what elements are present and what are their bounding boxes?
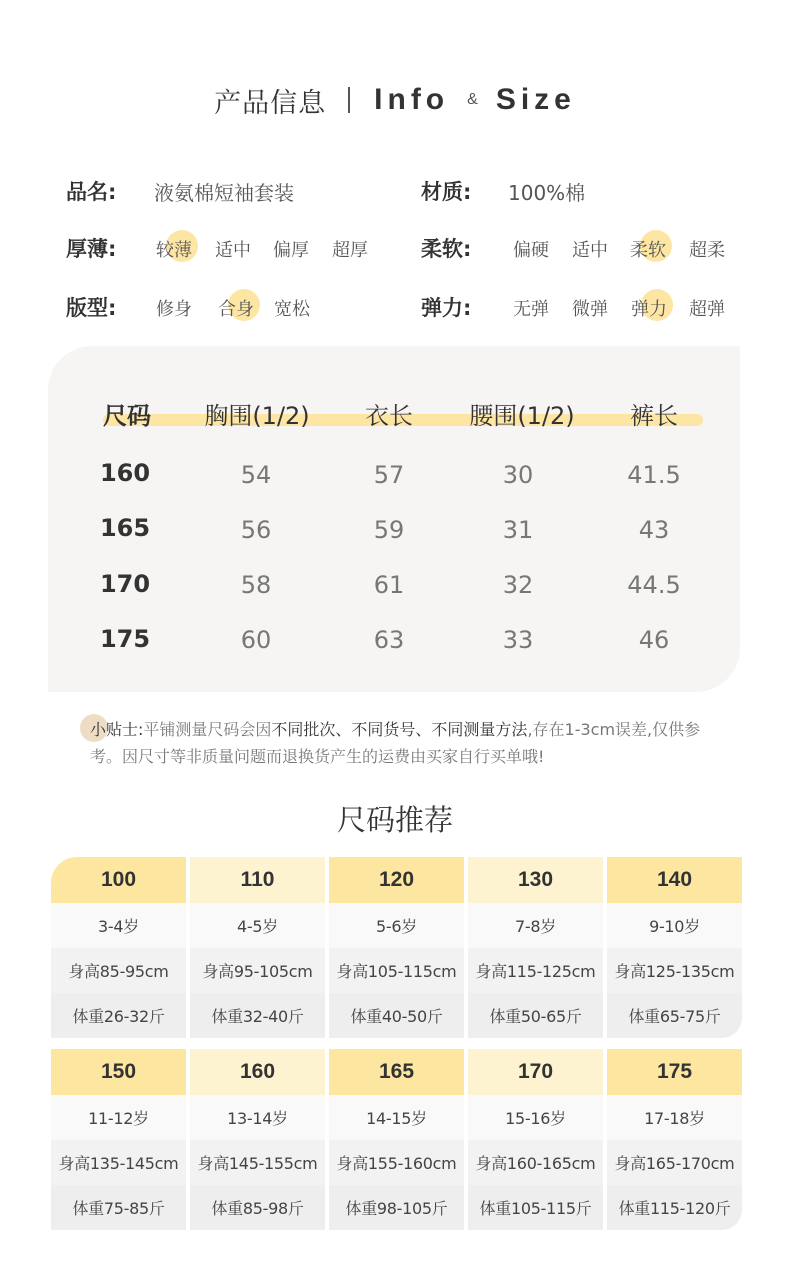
recommend-size: 130	[468, 857, 603, 903]
recommend-weight: 体重40-50斤	[329, 993, 464, 1038]
recommend-age: 3-4岁	[51, 903, 186, 948]
header-title-cn: 产品信息	[214, 87, 327, 119]
recommend-column	[607, 1049, 742, 1230]
softness-label: 柔软:	[421, 237, 472, 261]
recommend-size: 140	[607, 857, 742, 903]
size-table-cell: 61	[373, 571, 405, 599]
size-table-cell: 175	[99, 625, 151, 653]
tip-text-2: ,存在1-3cm误差,仅供参考。因尺寸等非质量问题而退换货产生的运费由买家自行买单哦!	[90, 720, 701, 766]
info-row-name-material	[0, 170, 790, 210]
recommend-height: 身高125-135cm	[607, 948, 742, 993]
size-table-cell: 41.5	[627, 461, 681, 489]
recommend-age: 14-15岁	[329, 1095, 464, 1140]
fit-label: 版型:	[66, 296, 117, 320]
thickness-label: 厚薄:	[66, 237, 117, 261]
recommend-age: 7-8岁	[468, 903, 603, 948]
recommend-column	[190, 857, 325, 1038]
size-table-cell: 30	[502, 461, 534, 489]
recommend-size: 100	[51, 857, 186, 903]
header-divider	[348, 87, 350, 113]
fit-option-selected: 合身	[218, 295, 254, 321]
recommend-age: 13-14岁	[190, 1095, 325, 1140]
recommend-weight: 体重98-105斤	[329, 1185, 464, 1230]
fit-option: 修身	[156, 299, 192, 320]
recommend-size: 175	[607, 1049, 742, 1095]
recommend-height: 身高115-125cm	[468, 948, 603, 993]
tip-paragraph	[90, 716, 720, 770]
recommend-height: 身高145-155cm	[190, 1140, 325, 1185]
recommend-height: 身高105-115cm	[329, 948, 464, 993]
recommend-grid-2	[51, 1049, 742, 1230]
elastic-option-selected: 弹力	[631, 295, 667, 321]
recommend-height: 身高85-95cm	[51, 948, 186, 993]
recommend-grid-1	[51, 857, 742, 1038]
recommend-column	[607, 857, 742, 1038]
size-table-cell: 43	[638, 516, 670, 544]
size-table-cell: 58	[240, 571, 272, 599]
header-title-info: Info	[374, 83, 450, 116]
size-table-header-pants-length: 裤长	[630, 402, 678, 430]
recommend-column	[329, 857, 464, 1038]
size-table-cell: 63	[373, 626, 405, 654]
tip-text-emphasis: 不同批次、不同货号、不同测量方法	[271, 720, 528, 739]
recommend-column	[51, 857, 186, 1038]
recommend-height: 身高165-170cm	[607, 1140, 742, 1185]
tip-label: 小贴士:	[90, 720, 144, 739]
recommend-size: 150	[51, 1049, 186, 1095]
recommend-age: 15-16岁	[468, 1095, 603, 1140]
size-table-cell: 31	[502, 516, 534, 544]
recommend-weight: 体重85-98斤	[190, 1185, 325, 1230]
recommend-weight: 体重75-85斤	[51, 1185, 186, 1230]
size-table-cell: 46	[638, 626, 670, 654]
elastic-option: 无弹	[513, 299, 549, 320]
softness-option: 适中	[572, 240, 608, 261]
size-table-header-chest: 胸围(1/2)	[204, 402, 310, 430]
recommend-age: 17-18岁	[607, 1095, 742, 1140]
elastic-option: 超弹	[689, 299, 725, 320]
softness-option: 超柔	[689, 240, 725, 261]
recommend-height: 身高95-105cm	[190, 948, 325, 993]
size-table-header-length: 衣长	[365, 402, 413, 430]
recommend-size: 160	[190, 1049, 325, 1095]
recommend-column	[190, 1049, 325, 1230]
elastic-label: 弹力:	[421, 296, 472, 320]
thickness-option-selected: 较薄	[156, 236, 192, 262]
recommend-size: 165	[329, 1049, 464, 1095]
header-title-size: Size	[495, 83, 576, 116]
name-label: 品名:	[66, 180, 117, 204]
softness-option-selected: 柔软	[630, 236, 666, 262]
header-ampersand: &	[467, 91, 478, 108]
recommend-size: 110	[190, 857, 325, 903]
recommend-weight: 体重50-65斤	[468, 993, 603, 1038]
recommend-weight: 体重32-40斤	[190, 993, 325, 1038]
recommend-age: 5-6岁	[329, 903, 464, 948]
size-table-cell: 32	[502, 571, 534, 599]
fit-option: 宽松	[274, 299, 310, 320]
recommend-age: 4-5岁	[190, 903, 325, 948]
info-row-fit-elastic	[0, 286, 790, 326]
size-table-cell: 56	[240, 516, 272, 544]
size-table-cell: 165	[99, 514, 151, 542]
recommend-height: 身高155-160cm	[329, 1140, 464, 1185]
recommend-size: 120	[329, 857, 464, 903]
recommend-age: 9-10岁	[607, 903, 742, 948]
name-value: 液氨棉短袖套装	[154, 181, 294, 205]
size-table-header-waist: 腰围(1/2)	[469, 402, 575, 430]
softness-option: 偏硬	[513, 240, 549, 261]
recommend-column	[468, 1049, 603, 1230]
info-row-thickness-softness	[0, 227, 790, 267]
size-table-cell: 160	[99, 459, 151, 487]
recommend-weight: 体重115-120斤	[607, 1185, 742, 1230]
size-table-cell: 33	[502, 626, 534, 654]
recommend-title: 尺码推荐	[336, 803, 453, 837]
recommend-weight: 体重26-32斤	[51, 993, 186, 1038]
size-table-header-size: 尺码	[103, 402, 151, 430]
recommend-weight: 体重65-75斤	[607, 993, 742, 1038]
page-header	[0, 78, 790, 122]
recommend-column	[51, 1049, 186, 1230]
thickness-option: 超厚	[332, 240, 368, 261]
material-label: 材质:	[421, 180, 472, 204]
tip-text-1: 平铺测量尺码会因	[143, 720, 272, 739]
size-table-cell: 60	[240, 626, 272, 654]
material-value: 100%棉	[508, 181, 586, 205]
recommend-column	[329, 1049, 464, 1230]
recommend-size: 170	[468, 1049, 603, 1095]
size-table-cell: 170	[99, 570, 151, 598]
recommend-age: 11-12岁	[51, 1095, 186, 1140]
size-table-cell: 44.5	[627, 571, 681, 599]
thickness-option: 偏厚	[273, 240, 309, 261]
size-table-cell: 59	[373, 516, 405, 544]
recommend-height: 身高160-165cm	[468, 1140, 603, 1185]
size-table-cell: 57	[373, 461, 405, 489]
recommend-column	[468, 857, 603, 1038]
elastic-option: 微弹	[572, 299, 608, 320]
thickness-option: 适中	[215, 240, 251, 261]
recommend-height: 身高135-145cm	[51, 1140, 186, 1185]
recommend-weight: 体重105-115斤	[468, 1185, 603, 1230]
size-table-cell: 54	[240, 461, 272, 489]
